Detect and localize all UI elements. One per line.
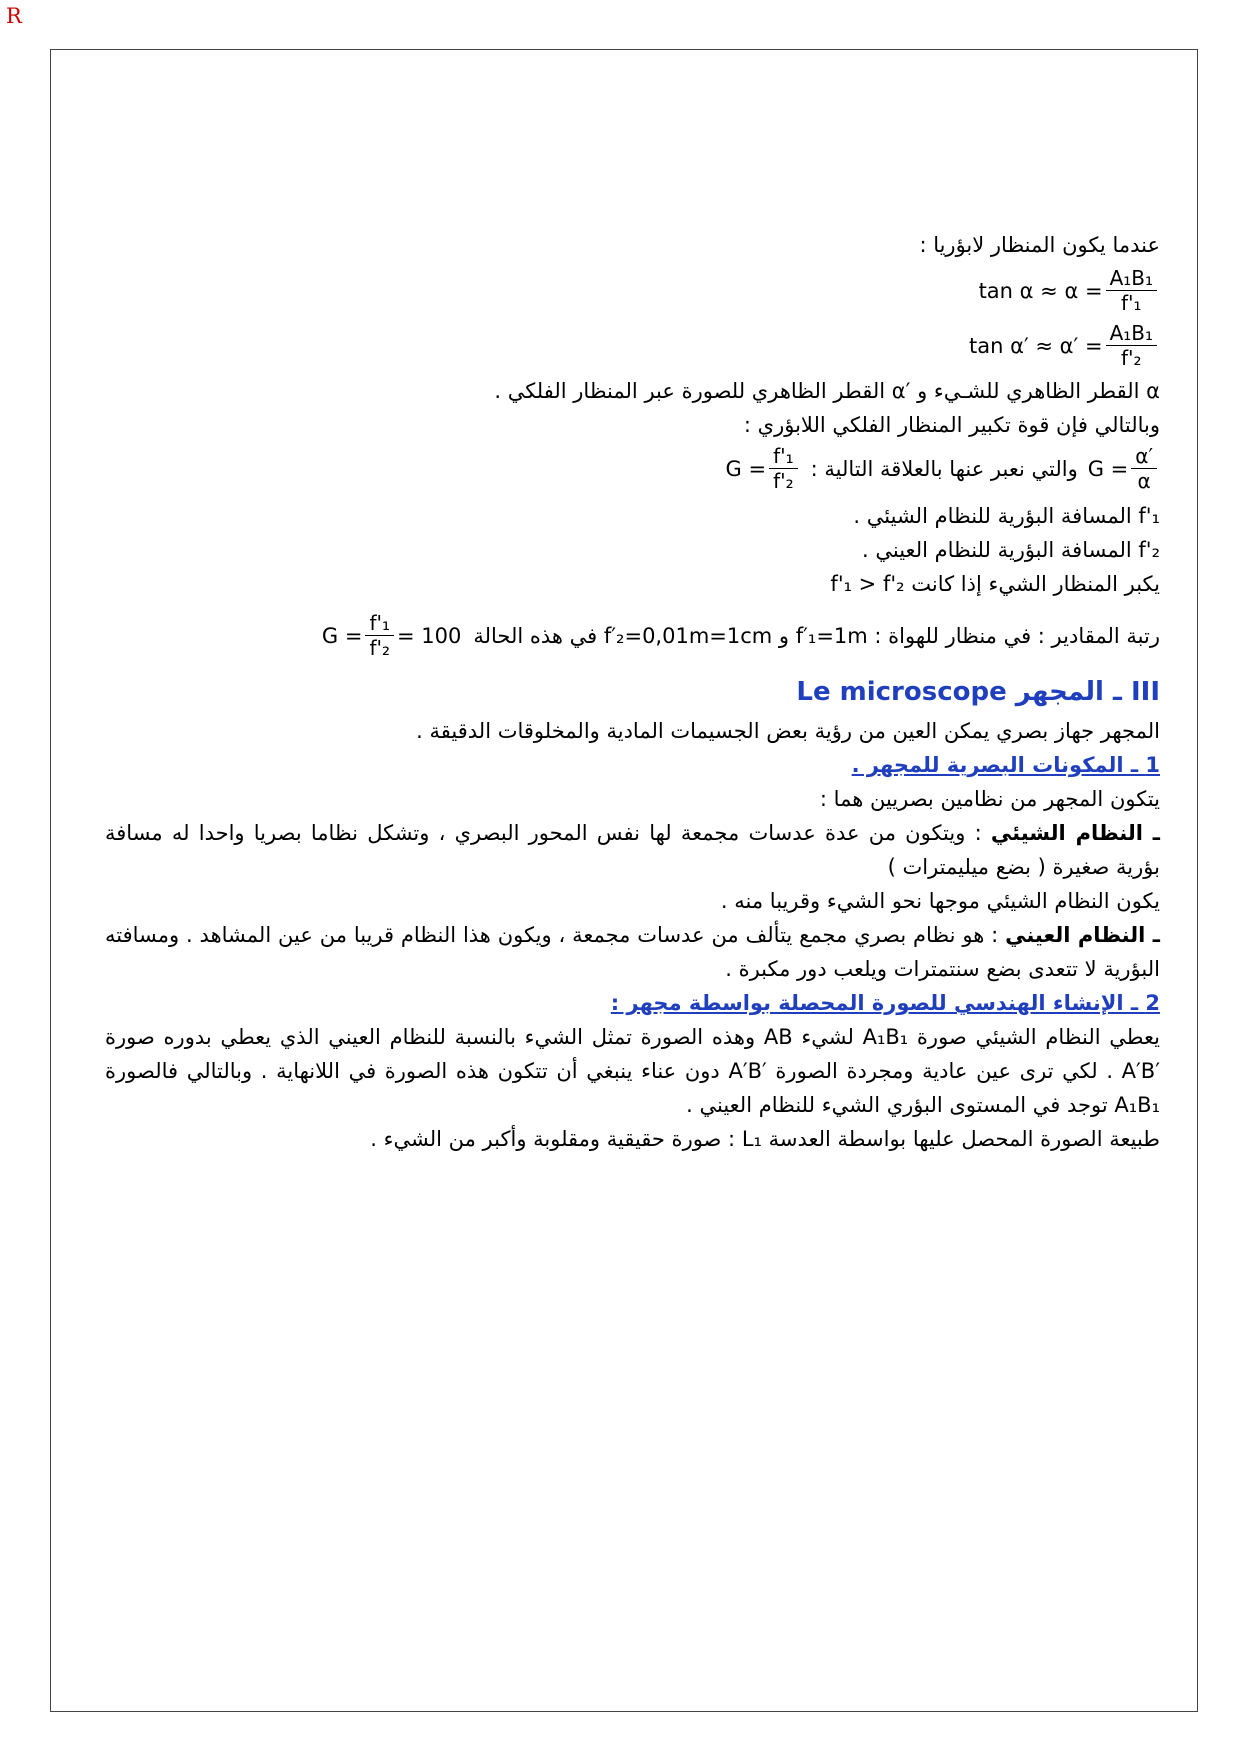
term-objective: ـ النظام الشيئي <box>990 821 1160 845</box>
paragraph-text: : ويتكون من عدة عدسات مجمعة لها نفس المحور البصري ، وتشكل نظاما بصريا واحدا له مسافة بؤرية صغيرة ( بضع ميليمترات ) <box>105 821 1160 879</box>
fraction-numerator: A₁B₁ <box>1106 266 1157 291</box>
equation-lhs: G = <box>321 623 363 648</box>
subsection-heading: 1 ـ المكونات البصرية للمجهر . <box>851 753 1160 777</box>
text-line: f'₁ المسافة البؤرية للنظام الشيئي . <box>853 504 1160 528</box>
fraction <box>365 611 394 660</box>
fraction-denominator: f'₂ <box>369 636 391 660</box>
term-eyepiece: ـ النظام العيني <box>1005 923 1160 947</box>
equation-lhs: G = <box>1087 456 1129 481</box>
order-of-magnitude-line <box>105 611 1160 660</box>
relation-text: رتبة المقادير : في منظار للهواة : f′₁=1m و f′₂=0,01m=1cm في هذه الحالة <box>473 623 1160 648</box>
paragraph-objective <box>105 816 1160 884</box>
equation-lhs: tan α′ ≈ α′ = <box>969 333 1103 358</box>
text-line: طبيعة الصورة المحصل عليها بواسطة العدسة L₁ : صورة حقيقية ومقلوبة وأكبر من الشيء . <box>370 1127 1160 1151</box>
fraction-numerator: f'₁ <box>365 611 394 636</box>
fraction-numerator: α′ <box>1131 444 1157 469</box>
equation-tan-alpha-prime <box>105 321 1160 370</box>
text-line: f'₂ المسافة البؤرية للنظام العيني . <box>862 538 1160 562</box>
text-line: يكون النظام الشيئي موجها نحو الشيء وقريبا منه . <box>720 889 1160 913</box>
fraction <box>769 444 798 493</box>
text-line: وبالتالي فإن قوة تكبير المنظار الفلكي اللابؤري : <box>743 413 1160 437</box>
fraction-denominator: f'₂ <box>773 469 794 493</box>
text-line: α القطر الظاهري للشـيء و ′α القطر الظاهري للصورة عبر المنظار الفلكي . <box>494 379 1160 403</box>
magnification-relation <box>105 444 1160 493</box>
fraction <box>1106 321 1157 370</box>
fraction-denominator: f'₂ <box>1121 346 1142 370</box>
document-body <box>105 228 1160 1156</box>
fraction-denominator: f'₁ <box>1121 291 1142 315</box>
text-line: يتكون المجهر من نظامين بصريين هما : <box>819 787 1160 811</box>
fraction-denominator: α <box>1137 469 1151 493</box>
subsection-heading: 2 ـ الإنشاء الهندسي للصورة المحصلة بواسطة مجهر : <box>610 991 1160 1015</box>
paragraph: يعطي النظام الشيئي صورة A₁B₁ لشيء AB وهذه الصورة تمثل الشيء بالنسبة للنظام العيني الذي يعطي بدوره صورة ′A′B . لكي ترى عين عادية ومجردة الصورة ′A′B دون عناء ينبغي أن تتكون هذه الصورة في اللانهاية . وبالتالي فالصورة A₁B₁ توجد في المستوى البؤري الشيء للنظام العيني . <box>105 1025 1160 1117</box>
equation-value: = 100 <box>397 623 462 648</box>
corner-mark: R <box>6 4 22 28</box>
equation-lhs: tan α ≈ α = <box>978 278 1103 303</box>
fraction <box>1106 266 1157 315</box>
text-line: عندما يكون المنظار لابؤريا : <box>919 233 1160 257</box>
paragraph-eyepiece <box>105 918 1160 986</box>
relation-text: والتي نعبر عنها بالعلاقة التالية : <box>810 456 1078 481</box>
fraction-numerator: f'₁ <box>769 444 798 469</box>
equation-tan-alpha <box>105 266 1160 315</box>
text-line: المجهر جهاز بصري يمكن العين من رؤية بعض الجسيمات المادية والمخلوقات الدقيقة . <box>416 719 1160 743</box>
equation-lhs: G = <box>725 456 767 481</box>
fraction-numerator: A₁B₁ <box>1106 321 1157 346</box>
paragraph-text: : هو نظام بصري مجمع يتألف من عدسات مجمعة ، ويكون هذا النظام قريبا من عين المشاهد . ومسافته البؤرية لا تتعدى بضع سنتمترات ويلعب دور مكبرة . <box>105 923 1160 981</box>
section-heading: III ـ المجهر Le microscope <box>796 677 1160 707</box>
fraction <box>1131 444 1157 493</box>
text-line: يكبر المنظار الشيء إذا كانت f'₁ > f'₂ <box>830 572 1160 596</box>
